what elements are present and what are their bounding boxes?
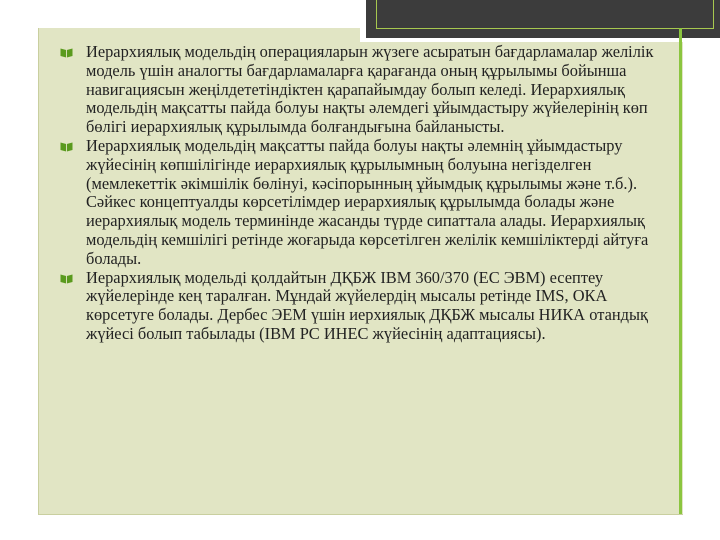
open-book-icon	[60, 141, 73, 152]
bullet-item-1	[60, 43, 672, 137]
bullet-text-3: Иерархиялық модельді қолдайтын ДҚБЖ IBM 360/370 (ЕС ЭВМ) есептеу жүйелерінде кең таралған. Мұндай жүйелердің мысалы ретінде IMS, ОКА көрсетуге болады. Дербес ЭЕМ үшін иерхиялық ДҚБЖ мысалы НИКА отандық жүйесі болып табылады (IBM PC ИНЕС жүйесінің адаптациясы).	[86, 267, 648, 343]
open-book-icon	[60, 273, 73, 284]
open-book-icon	[60, 47, 73, 58]
bullet-item-3	[60, 269, 672, 344]
bullet-item-2	[60, 137, 672, 269]
bullet-text-1: Иерархиялық модельдің операцияларын жүзеге асыратын бағдарламалар желілік модель үшін аналогты бағдарламаларға қарағанда оның құрылымы бойынша навигациясын жеңілдететіндіктен қарапайымдау болып келеді. Иерархиялық модельдің мақсатты пайда болуы нақты әлемдегі ұйымдастыру жүйелерінің көп бөлігі иерархиялық құрылымда болғандығына байланысты.	[86, 42, 654, 137]
accent-line	[679, 28, 682, 514]
corner-decoration-frame	[376, 0, 714, 29]
bullet-text-2: Иерархиялық модельдің мақсатты пайда болуы нақты әлемнің ұйымдастыру жүйесінің көпшілігінде иерархиялық құрылымның болуына негізделген (мемлекеттік әкімшілік бөлінуі, кәсіпорынның ұйымдық құрылымы және т.б.). Сәйкес концептуалды көрсетілімдер иерархиялық құрылымда болады және иерархиялық модель терминінде жасанды түрде сипаттала алады. Иерархиялық модельдің кемшілігі ретінде жоғарыда көрсетілген желілік кемшіліктерді айтуға болады.	[86, 135, 649, 268]
bullet-list	[60, 43, 672, 344]
